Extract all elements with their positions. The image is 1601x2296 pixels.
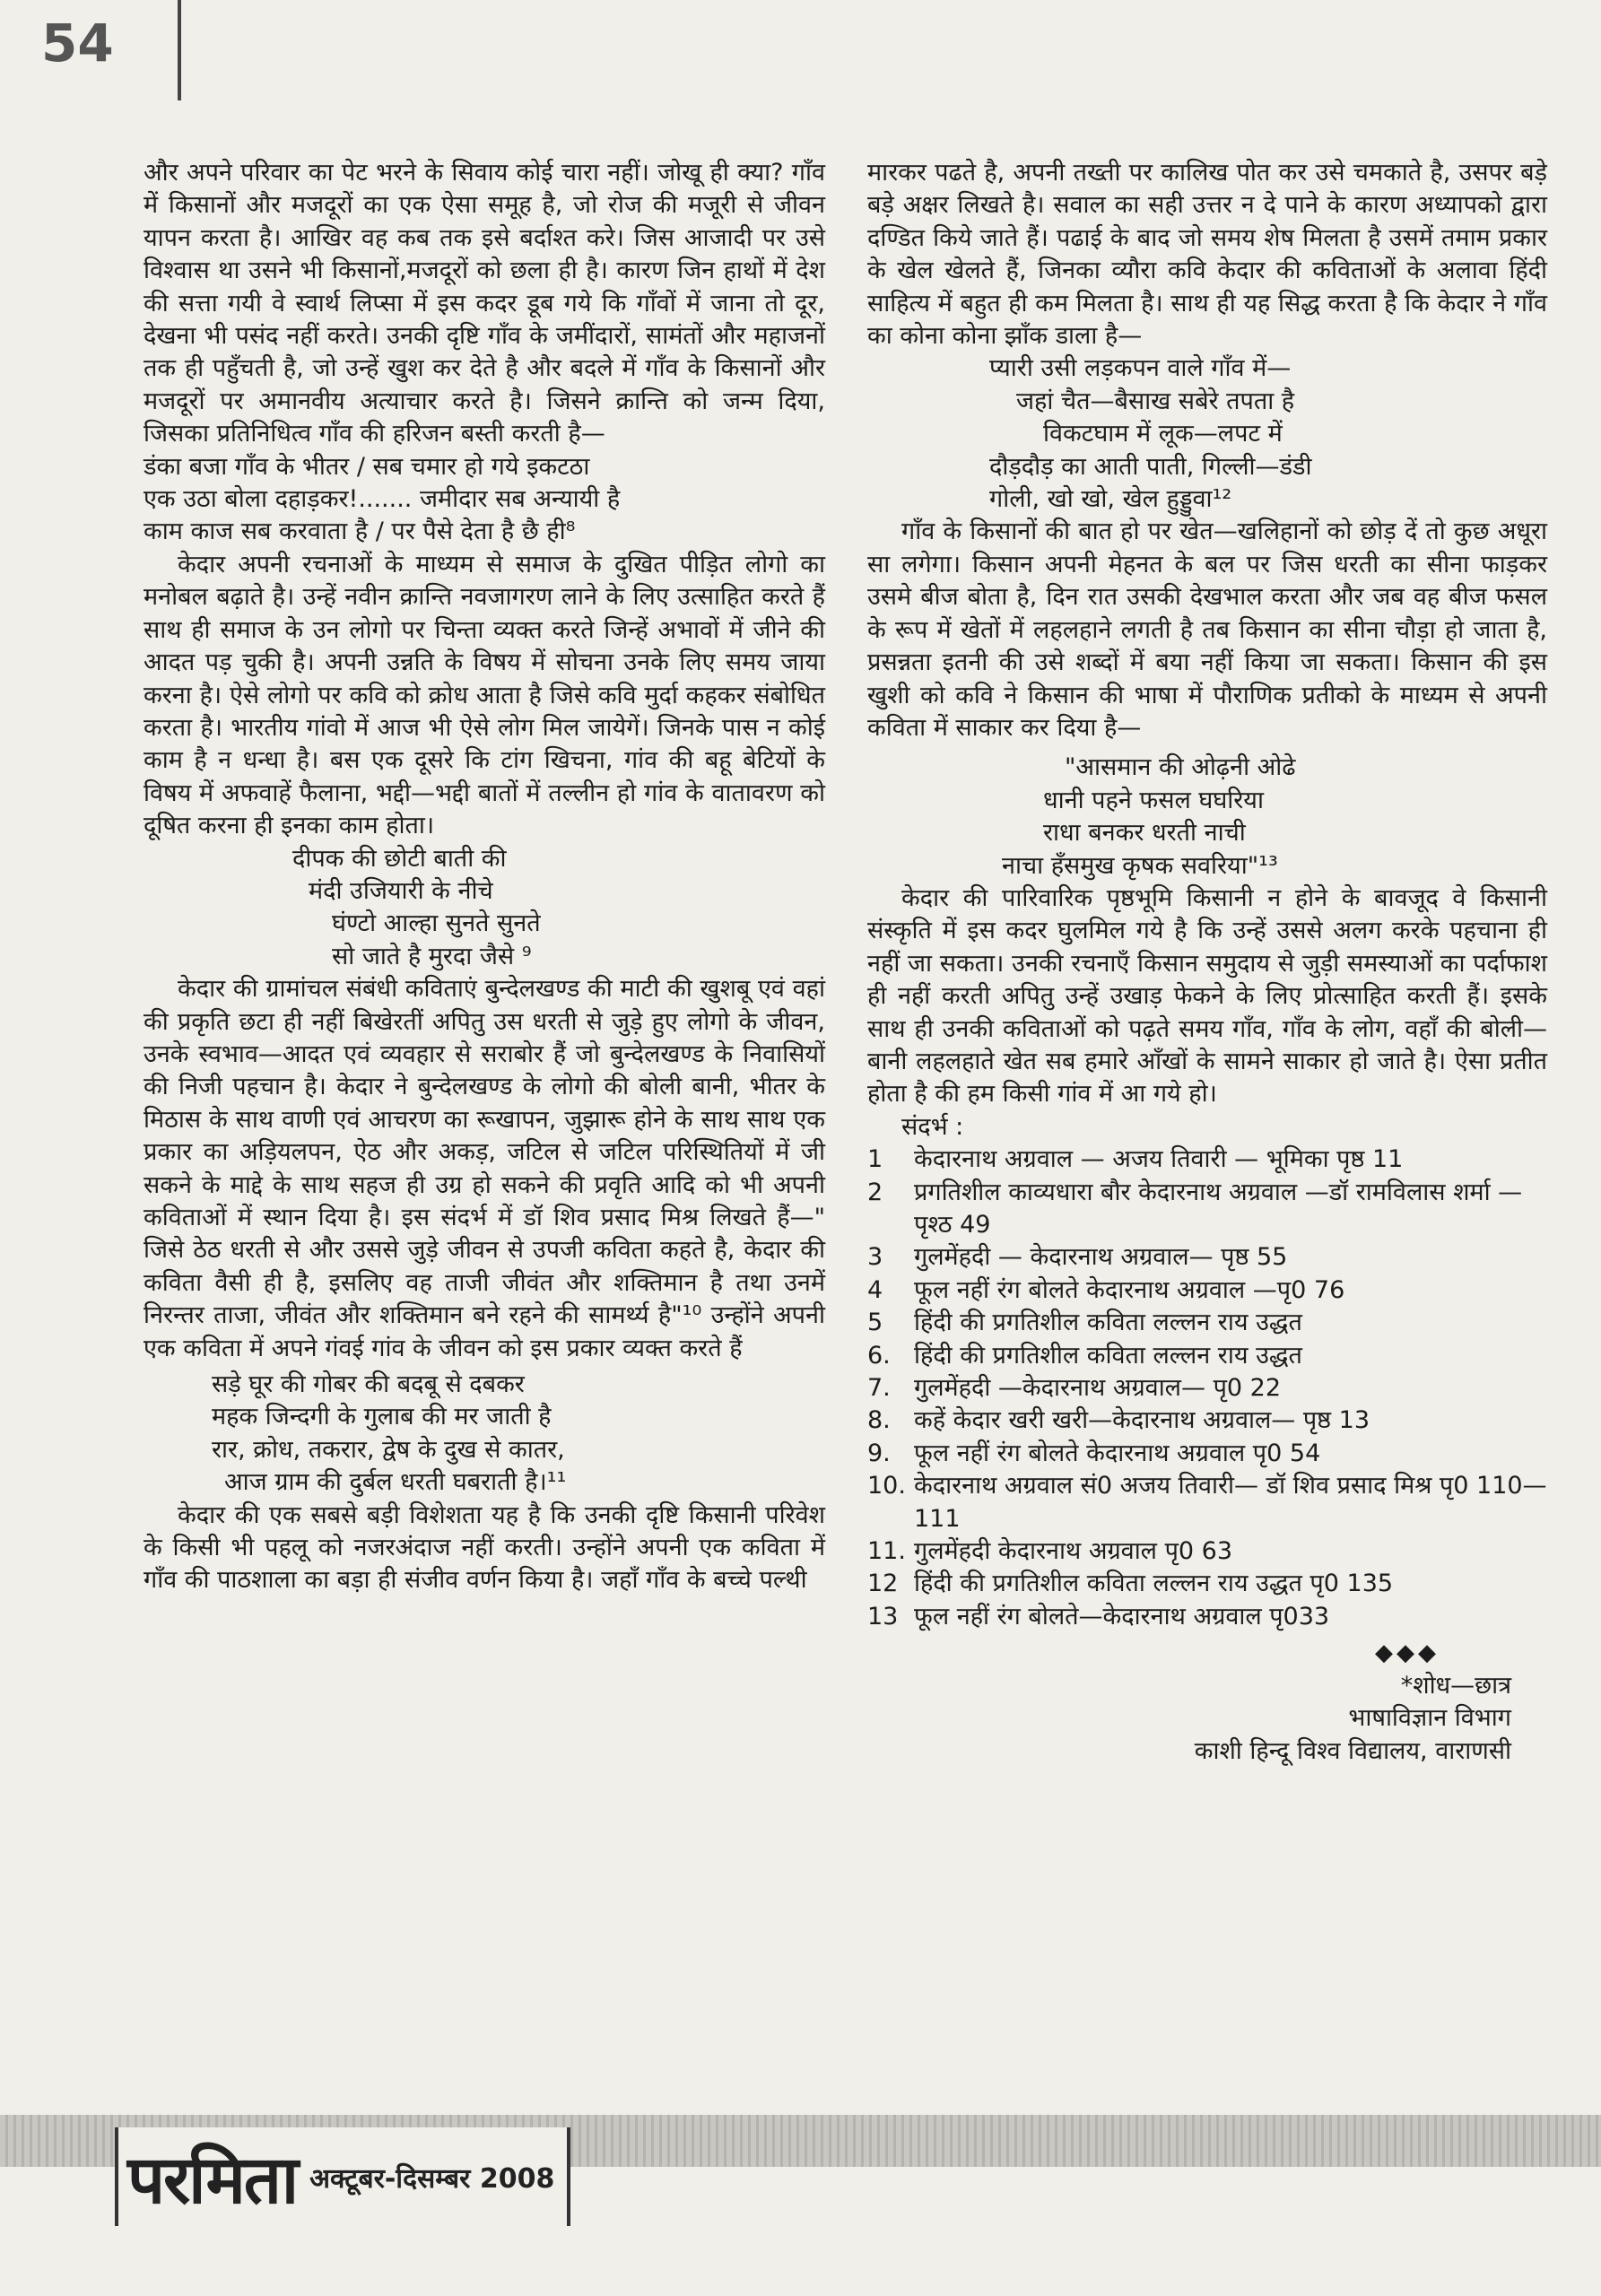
magazine-logo: परमिता	[127, 2141, 298, 2219]
reference-number: 2	[867, 1178, 883, 1206]
reference-text: कहें केदार खरी खरी—केदारनाथ अग्रवाल— पृष्ठ 13	[914, 1406, 1370, 1435]
verse-line: राधा बनकर धरती नाची	[1043, 819, 1246, 848]
reference-item	[867, 1438, 1547, 1470]
reference-item	[867, 1535, 1547, 1568]
reference-text: गुलमेंहदी — केदारनाथ अग्रवाल— पृष्ठ 55	[914, 1243, 1288, 1272]
section-separator: ◆◆◆	[1375, 1639, 1440, 1667]
header-rule	[178, 0, 181, 100]
reference-number: 3	[867, 1243, 883, 1272]
verse-line: प्यारी उसी लड़कपन वाले गाँव में—	[989, 354, 1292, 383]
verse-line: दौड़दौड़ का आती पाती, गिल्ली—डंडी	[989, 452, 1312, 481]
reference-number: 12	[867, 1570, 899, 1598]
reference-item	[867, 1144, 1547, 1176]
reference-item	[867, 1601, 1547, 1633]
reference-number: 11.	[867, 1537, 906, 1566]
paragraph: केदार की एक सबसे बड़ी विशेशता यह है कि उनकी दृष्टि किसानी परिवेश के किसी भी पहलू को नजरअंदाज नहीं करती। उन्होंने अपनी एक कविता में गाँव की पाठशाला का बड़ा ही संजीव वर्णन किया है। जहाँ गाँव के बच्चे पल्थी	[144, 1500, 825, 1595]
verse-line: मंदी उजियारी के नीचे	[309, 876, 493, 905]
verse-line: दीपक की छोटी बाती की	[292, 844, 507, 873]
reference-item	[867, 1274, 1547, 1307]
verse-quote	[867, 352, 1547, 516]
reference-text: फूल नहीं रंग बोलते केदारनाथ अग्रवाल —पृ0 76	[914, 1275, 1345, 1304]
paragraph: और अपने परिवार का पेट भरने के सिवाय कोई चारा नहीं। जोखू ही क्या? गाँव में किसानों और मजदूरों का एक ऐसा समूह है, जो रोज की मजूरी से जीवन यापन करता है। आखिर वह कब तक इसे बर्दाश्त करे। जिस आजादी पर उसे विश्वास था उसने भी किसानों,मजदूरों को छला ही है। कारण जिन हाथों में देश की सत्ता गयी वे स्वार्थ लिप्सा में इस कदर डूब गये कि गाँवों में जाना तो दूर, देखना भी पसंद नहीं करते। उनकी दृष्टि गाँव के जमींदारों, सामंतों और महाजनों तक ही पहुँचती है, जो उन्हें खुश कर देते है और बदले में गाँव के किसानों और मजदूरों पर अमानवीय अत्याचार करते है। जिसने क्रान्ति को जन्म दिया, जिसका प्रतिनिधित्व गाँव की हरिजन बस्ती करती है—	[144, 159, 825, 448]
references-heading: संदर्भ :	[901, 1112, 964, 1141]
paragraph: केदार की पारिवारिक पृष्ठभूमि किसानी न होने के बावजूद वे किसानी संस्कृति में इस कदर घुलमिल गये है कि उन्हें उससे अलग करके पहचाना ही नहीं जा सकता। उनकी रचनाएँ किसान समुदाय से जुड़ी समस्याओं का पर्दाफाश ही नहीं करती अपितु उन्हें उखाड़ फेकने के लिए प्रोत्साहित करती हैं। इसके साथ ही उनकी कविताओं को पढ़ते समय गाँव, गाँव के लोग, वहाँ की बोली—बानी लहलहाते खेत सब हमारे आँखों के सामने साकार हो जाते है। ऐसा प्रतीत होता है की हम किसी गांव में आ गये हो।	[867, 883, 1547, 1109]
verse-line: सो जाते है मुरदा जैसे ⁹	[332, 942, 532, 970]
verse-quote	[867, 752, 1547, 883]
footer	[115, 2127, 570, 2226]
verse-line: महक जिन्दगी के गुलाब की मर जाती है	[212, 1403, 552, 1431]
reference-text: फूल नहीं रंग बोलते केदारनाथ अग्रवाल पृ0 54	[914, 1439, 1321, 1467]
reference-number: 6.	[867, 1341, 891, 1370]
verse-line: धानी पहने फसल घघरिया	[1043, 786, 1264, 814]
reference-item	[867, 1405, 1547, 1437]
verse-line: "आसमान की ओढ़नी ओढे	[1065, 753, 1296, 782]
page-number: 54	[41, 13, 114, 74]
reference-number: 7.	[867, 1374, 891, 1403]
reference-number: 9.	[867, 1439, 891, 1467]
verse-line: आज ग्राम की दुर्बल धरती घबराती है।¹¹	[224, 1468, 567, 1497]
paragraph: गाँव के किसानों की बात हो पर खेत—खलिहानों को छोड़ दें तो कुछ अधूरा सा लगेगा। किसान अपनी मेहनत के बल पर जिस धरती का सीना फाड़कर उसमे बीज बोता है, दिन रात उसकी देखभाल करता और जब वह बीज फसल के रूप में खेतों में लहलहाने लगती है तब किसान का सीना चौड़ा हो जाता है, प्रसन्नता इतनी की उसे शब्दों में बया नहीं किया जा सकता। किसान की इस खुशी को कवि ने किसान की भाषा में पौराणिक प्रतीको के माध्यम से अपनी कविता में साकार कर दिया है—	[867, 517, 1547, 742]
right-column	[867, 157, 1547, 1768]
reference-number: 13	[867, 1602, 899, 1631]
paragraph: मारकर पढते है, अपनी तख्ती पर कालिख पोत कर उसे चमकाते है, उसपर बड़े बड़े अक्षर लिखते है। सवाल का सही उत्तर न दे पाने के कारण अध्यापको द्वारा दण्डित किये जाते हैं। पढाई के बाद जो समय शेष मिलता है उसमें तमाम प्रकार के खेल खेलते हैं, जिनका व्यौरा कवि केदार की कविताओं के अलावा हिंदी साहित्य में बहुत ही कम मिलता है। साथ ही यह सिद्ध करता है कि केदार ने गाँव का कोना कोना झाँक डाला है—	[867, 159, 1547, 351]
verse-line: गोली, खो खो, खेल हुड्डुवा¹²	[989, 485, 1232, 514]
verse-line: नाचा हँसमुख कृषक सवरिया"¹³	[1002, 851, 1278, 880]
affiliation-line: काशी हिन्दू विश्व विद्यालय, वाराणसी	[1194, 1736, 1511, 1765]
verse-quote	[144, 451, 825, 549]
reference-number: 8.	[867, 1406, 891, 1435]
reference-text: गुलमेंहदी —केदारनाथ अग्रवाल— पृ0 22	[914, 1374, 1282, 1403]
reference-text: केदारनाथ अग्रवाल — अजय तिवारी — भूमिका पृष्ठ 11	[914, 1145, 1404, 1174]
issue-date: अक्टूबर-दिसम्बर 2008	[309, 2162, 555, 2195]
verse-line: काम काज सब करवाता है / पर पैसे देता है छै ही⁸	[144, 517, 576, 546]
reference-number: 1	[867, 1145, 883, 1174]
verse-line: एक उठा बोला दहाड़कर!....... जमीदार सब अन्यायी है	[144, 485, 621, 514]
reference-text: केदारनाथ अग्रवाल सं0 अजय तिवारी— डॉ शिव प्रसाद मिश्र पृ0 110—111	[914, 1472, 1547, 1533]
author-affiliation	[867, 1670, 1547, 1768]
reference-item	[867, 1372, 1547, 1405]
verse-line: विकटघाम में लूक—लपट में	[1043, 420, 1283, 448]
paragraph: केदार अपनी रचनाओं के माध्यम से समाज के दुखित पीड़ित लोगो का मनोबल बढ़ाते है। उन्हें नवीन क्रान्ति नवजागरण लाने के लिए उत्साहित करते हैं साथ ही समाज के उन लोगो पर चिन्ता व्यक्त करते जिन्हें अभावों में जीने की आदत पड़ चुकी है। अपनी उन्नति के विषय में सोचना उनके लिए समय जाया करना है। ऐसे लोगो पर कवि को क्रोध आता है जिसे कवि मुर्दा कहकर संबोधित करता है। भारतीय गांवो में आज भी ऐसे लोग मिल जायेगें। जिनके पास न कोई काम है न धन्धा है। बस एक दूसरे कि टांग खिचना, गांव की बहू बेटियों के विषय में अफवाहें फैलाना, भद्दी—भद्दी बातों में तल्लीन हो गांव के वातावरण को दूषित करना ही इनका काम होता।	[144, 550, 825, 840]
reference-text: फूल नहीं रंग बोलते—केदारनाथ अग्रवाल पृ033	[914, 1602, 1330, 1631]
reference-item	[867, 1177, 1547, 1242]
reference-number: 4	[867, 1275, 883, 1304]
verse-line: जहां चैत—बैसाख सबेरे तपता है	[1016, 387, 1295, 415]
affiliation-line: भाषाविज्ञान विभाग	[1348, 1704, 1511, 1733]
verse-line: घंण्टो आल्हा सुनते सुनते	[332, 909, 541, 938]
reference-number: 5	[867, 1309, 883, 1337]
reference-item	[867, 1340, 1547, 1372]
verse-line: डंका बजा गाँव के भीतर / सब चमार हो गये इकटठा	[144, 452, 590, 481]
reference-item	[867, 1568, 1547, 1600]
verse-line: रार, क्रोध, तकरार, द्वेष के दुख से कातर,	[212, 1435, 565, 1464]
reference-text: हिंदी की प्रगतिशील कविता लल्लन राय उद्धत	[914, 1341, 1302, 1370]
verse-quote	[144, 1369, 825, 1500]
reference-text: प्रगतिशील काव्यधारा बौर केदारनाथ अग्रवाल —डॉ रामविलास शर्मा —पृश्ठ 49	[914, 1178, 1523, 1239]
paragraph: केदार की ग्रामांचल संबंधी कविताएं बुन्देलखण्ड की माटी की खुशबू एवं वहां की प्रकृति छटा ही नहीं बिखेरतीं अपितु उस धरती से जुड़े हुए लोगो के जीवन, उनके स्वभाव—आदत एवं व्यवहार से सराबोर हैं जो बुन्देलखण्ड के निवासियों की निजी पहचान है। केदार ने बुन्देलखण्ड के लोगो की बोली बानी, भीतर के मिठास के साथ वाणी एवं आचरण का रूखापन, जुझारू होने के साथ साथ एक प्रकार का अड़ियलपन, ऐठ और अकड़, जटिल से जटिल परिस्थितियों में जी सकने के माद्दे के साथ सहज ही उग्र हो सकने की प्रवृति आदि को भी अपनी कविताओं में स्थान दिया है। इस संदर्भ में डॉ शिव प्रसाद मिश्र लिखते हैं—" जिसे ठेठ धरती से और उससे जुड़े जीवन से उपजी कविता कहते है, केदार की कविता वैसी ही है, इसलिए वह ताजी जीवंत और शक्तिमान है तथा उनमें निरन्तर ताजा, जीवंत और शक्तिमान बने रहने की सामर्थ्य है"¹⁰ उन्होंने अपनी एक कविता में अपने गंवई गांव के जीवन को इस प्रकार व्यक्त करते हैं	[144, 975, 825, 1362]
reference-item	[867, 1241, 1547, 1274]
left-column	[144, 157, 825, 1597]
reference-text: हिंदी की प्रगतिशील कविता लल्लन राय उद्धत पृ0 135	[914, 1570, 1394, 1598]
reference-text: हिंदी की प्रगतिशील कविता लल्लन राय उद्धत	[914, 1309, 1302, 1337]
affiliation-line: *शोध—छात्र	[1400, 1671, 1511, 1700]
verse-line: सड़े घूर की गोबर की बदबू से दबकर	[212, 1370, 525, 1399]
reference-item	[867, 1470, 1547, 1535]
reference-number: 10.	[867, 1472, 906, 1500]
verse-quote	[144, 843, 825, 974]
reference-text: गुलमेंहदी केदारनाथ अग्रवाल पृ0 63	[914, 1537, 1233, 1566]
references-list	[867, 1144, 1547, 1633]
reference-item	[867, 1307, 1547, 1339]
